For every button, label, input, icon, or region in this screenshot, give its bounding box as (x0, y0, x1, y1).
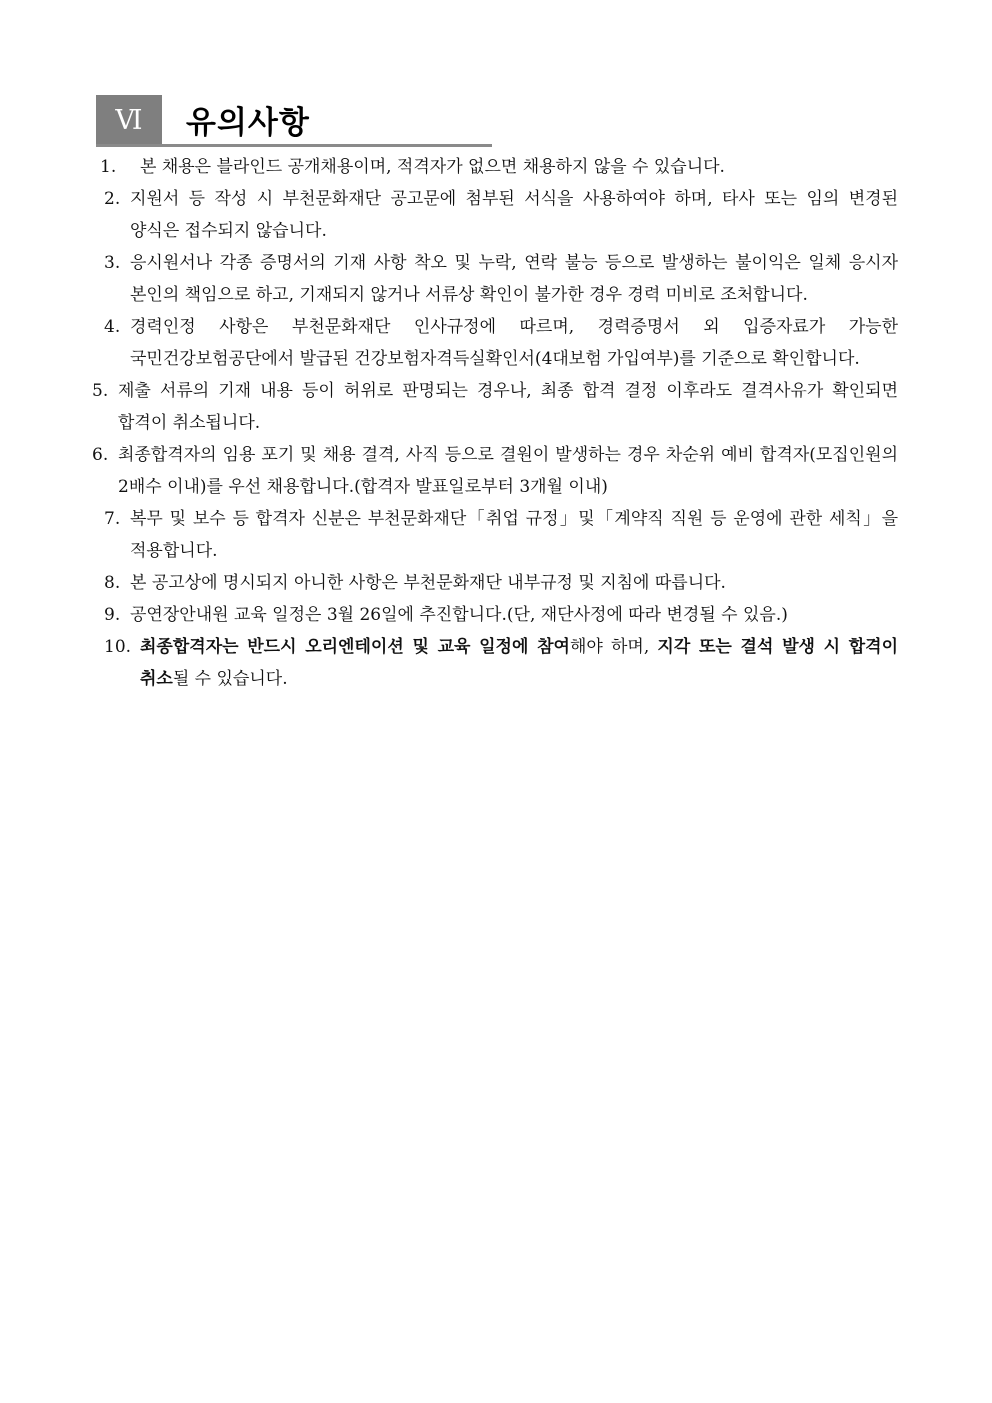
list-item (92, 503, 898, 567)
list-item (92, 439, 898, 503)
item-number: 9. (104, 605, 121, 625)
list-item (92, 151, 898, 183)
section-header (96, 95, 496, 147)
item-text: 본 공고상에 명시되지 아니한 사항은 부천문화재단 내부규정 및 지침에 따릅니다. (130, 573, 726, 593)
item-number: 6. (92, 445, 109, 465)
notice-list (92, 151, 898, 695)
item-number: 5. (92, 381, 109, 401)
list-item (92, 311, 898, 375)
item-text: 복무 및 보수 등 합격자 신분은 부천문화재단「취업 규정」및「계약직 직원 등 운영에 관한 세칙」을 적용합니다. (130, 509, 898, 561)
section-title: 유의사항 (186, 105, 310, 141)
item-number: 3. (104, 253, 121, 273)
list-item (92, 631, 898, 695)
item-number: 10. (104, 637, 132, 657)
item-number: 8. (104, 573, 121, 593)
section-number-badge: Ⅵ (96, 95, 162, 145)
list-item (92, 375, 898, 439)
item-text: 제출 서류의 기재 내용 등이 허위로 판명되는 경우나, 최종 합격 결정 이후라도 결격사유가 확인되면 합격이 취소됩니다. (118, 381, 898, 433)
item-text: 경력인정 사항은 부천문화재단 인사규정에 따르며, 경력증명서 외 입증자료가 가능한 국민건강보험공단에서 발급된 건강보험자격득실확인서(4대보험 가입여부)를 기준으로 확인합니다. (130, 317, 898, 369)
plain-text: 될 수 있습니다. (172, 669, 288, 689)
item-text: 응시원서나 각종 증명서의 기재 사항 착오 및 누락, 연락 불능 등으로 발생하는 불이익은 일체 응시자 본인의 책임으로 하고, 기재되지 않거나 서류상 확인이 불가한 경우 경력 미비로 조처합니다. (130, 253, 898, 305)
list-item (92, 599, 898, 631)
item-number: 2. (104, 189, 121, 209)
item-text: 본 채용은 블라인드 공개채용이며, 적격자가 없으면 채용하지 않을 수 있습니다. (140, 157, 725, 177)
list-item (92, 183, 898, 247)
item-text: 공연장안내원 교육 일정은 3월 26일에 추진합니다.(단, 재단사정에 따라 변경될 수 있음.) (130, 605, 788, 625)
emphasis-text: 지각 또는 결석 발생 시 합격이 취소 (140, 637, 899, 689)
plain-text: 해야 하며, (569, 637, 658, 657)
list-item (92, 567, 898, 599)
item-number: 7. (104, 509, 121, 529)
item-number: 4. (104, 317, 121, 337)
list-item (92, 247, 898, 311)
item-text: 지원서 등 작성 시 부천문화재단 공고문에 첨부된 서식을 사용하여야 하며, 타사 또는 임의 변경된 양식은 접수되지 않습니다. (130, 189, 898, 241)
emphasis-text: 최종합격자는 반드시 오리엔테이션 및 교육 일정에 참여 (140, 637, 570, 657)
title-underline (96, 144, 492, 147)
item-text: 최종합격자의 임용 포기 및 채용 결격, 사직 등으로 결원이 발생하는 경우 차순위 예비 합격자(모집인원의 2배수 이내)를 우선 채용합니다.(합격자 발표일로부터 3개월 이내) (118, 445, 898, 497)
item-number: 1. (100, 157, 117, 177)
item-text (140, 631, 898, 695)
